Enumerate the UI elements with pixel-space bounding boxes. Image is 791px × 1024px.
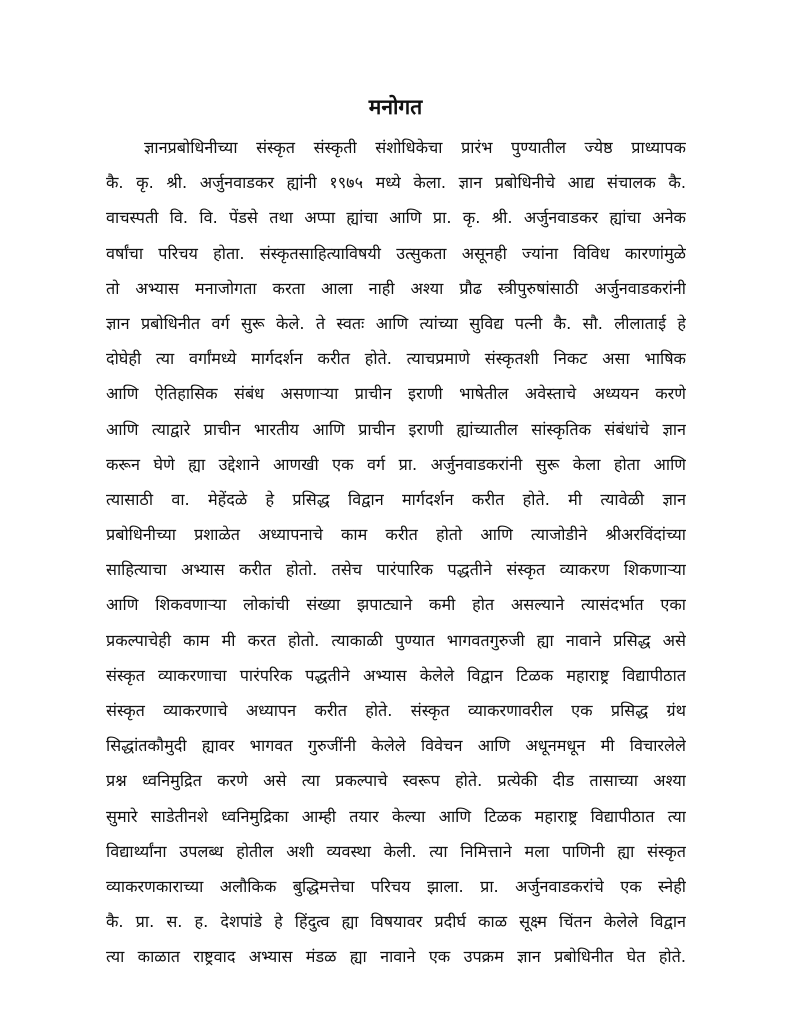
paragraph-line: त्या काळात राष्ट्रवाद अभ्यास मंडळ ह्या नावाने एक उपक्रम ज्ञान प्रबोधिनीत घेत होते. [106,947,686,967]
page-title: मनोगत [368,95,423,119]
paragraph-line: वाचस्पती वि. वि. पेंडसे तथा अप्पा ह्यांचा आणि प्रा. कृ. श्री. अर्जुनवाडकर ह्यांचा अनेक [106,208,686,228]
paragraph-line: कै. कृ. श्री. अर्जुनवाडकर ह्यांनी १९७५ मध्ये केला. ज्ञान प्रबोधिनीचे आद्य संचालक कै. [106,173,686,193]
paragraph-line: वर्षांचा परिचय होता. संस्कृतसाहित्याविषयी उत्सुकता असूनही ज्यांना विविध कारणांमुळे [106,243,686,263]
paragraph-line: प्रकल्पाचेही काम मी करत होतो. त्याकाळी पुण्यात भागवतगुरुजी ह्या नावाने प्रसिद्ध असे [106,630,686,650]
paragraph-line: आणि शिकवणाऱ्या लोकांची संख्या झपाट्याने कमी होत असल्याने त्यासंदर्भात एका [106,595,686,615]
paragraph-line: साहित्याचा अभ्यास करीत होतो. तसेच पारंपारिक पद्धतीने संस्कृत व्याकरण शिकणाऱ्या [106,560,686,580]
paragraph-line: तो अभ्यास मनाजोगता करता आला नाही अश्या प्रौढ स्त्रीपुरुषांसाठी अर्जुनवाडकरांनी [106,278,686,298]
paragraph-line: आणि त्याद्वारे प्राचीन भारतीय आणि प्राचीन इराणी ह्यांच्यातील सांस्कृतिक संबंधांचे ज्ञान [106,419,686,439]
paragraph-line: व्याकरणकाराच्या अलौकिक बुद्धिमत्तेचा परिचय झाला. प्रा. अर्जुनवाडकरांचे एक स्नेही [106,876,686,896]
paragraph-line: दोघेही त्या वर्गांमध्ये मार्गदर्शन करीत होते. त्याचप्रमाणे संस्कृतशी निकट असा भाषिक [106,349,686,369]
paragraph-line: प्रश्न ध्वनिमुद्रित करणे असे त्या प्रकल्पाचे स्वरूप होते. प्रत्येकी दीड तासाच्या अश्या [106,771,686,791]
paragraph-line: आणि ऐतिहासिक संबंध असणाऱ्या प्राचीन इराणी भाषेतील अवेस्ताचे अध्ययन करणे [106,384,686,404]
paragraph-line: सुमारे साडेतीनशे ध्वनिमुद्रिका आम्ही तयार केल्या आणि टिळक महाराष्ट्र विद्यापीठात त्या [106,806,686,826]
paragraph-line: संस्कृत व्याकरणाचे अध्यापन करीत होते. संस्कृत व्याकरणावरील एक प्रसिद्ध ग्रंथ [106,701,686,720]
paragraph-line: प्रबोधिनीच्या प्रशाळेत अध्यापनाचे काम करीत होतो आणि त्याजोडीने श्रीअरविंदांच्या [106,525,686,545]
paragraph-line: सिद्धांतकौमुदी ह्यावर भागवत गुरुजींनी केलेले विवेचन आणि अधूनमधून मी विचारलेले [106,736,686,756]
paragraph-line: ज्ञान प्रबोधिनीत वर्ग सुरू केले. ते स्वतः आणि त्यांच्या सुविद्य पत्नी कै. सौ. लीलाताई हे [106,313,686,333]
paragraph-line: विद्यार्थ्यांना उपलब्ध होतील अशी व्यवस्था केली. त्या निमित्ताने मला पाणिनी ह्या संस्कृत [106,841,686,861]
paragraph-line: कै. प्रा. स. ह. देशपांडे हे हिंदुत्व ह्या विषयावर प्रदीर्घ काळ सूक्ष्म चिंतन केलेले विद्वान [106,912,686,932]
paragraph-line: करून घेणे ह्या उद्देशाने आणखी एक वर्ग प्रा. अर्जुनवाडकरांनी सुरू केला होता आणि [106,454,686,474]
body-paragraph [106,130,686,975]
paragraph-line: संस्कृत व्याकरणाचा पारंपरिक पद्धतीने अभ्यास केलेले विद्वान टिळक महाराष्ट्र विद्यापीठात [106,665,686,685]
paragraph-line: त्यासाठी वा. मेहेंदळे हे प्रसिद्ध विद्वान मार्गदर्शन करीत होते. मी त्यावेळी ज्ञान [106,489,686,509]
paragraph-line: ज्ञानप्रबोधिनीच्या संस्कृत संस्कृती संशोधिकेचा प्रारंभ पुण्यातील ज्येष्ठ प्राध्यापक [144,138,686,157]
